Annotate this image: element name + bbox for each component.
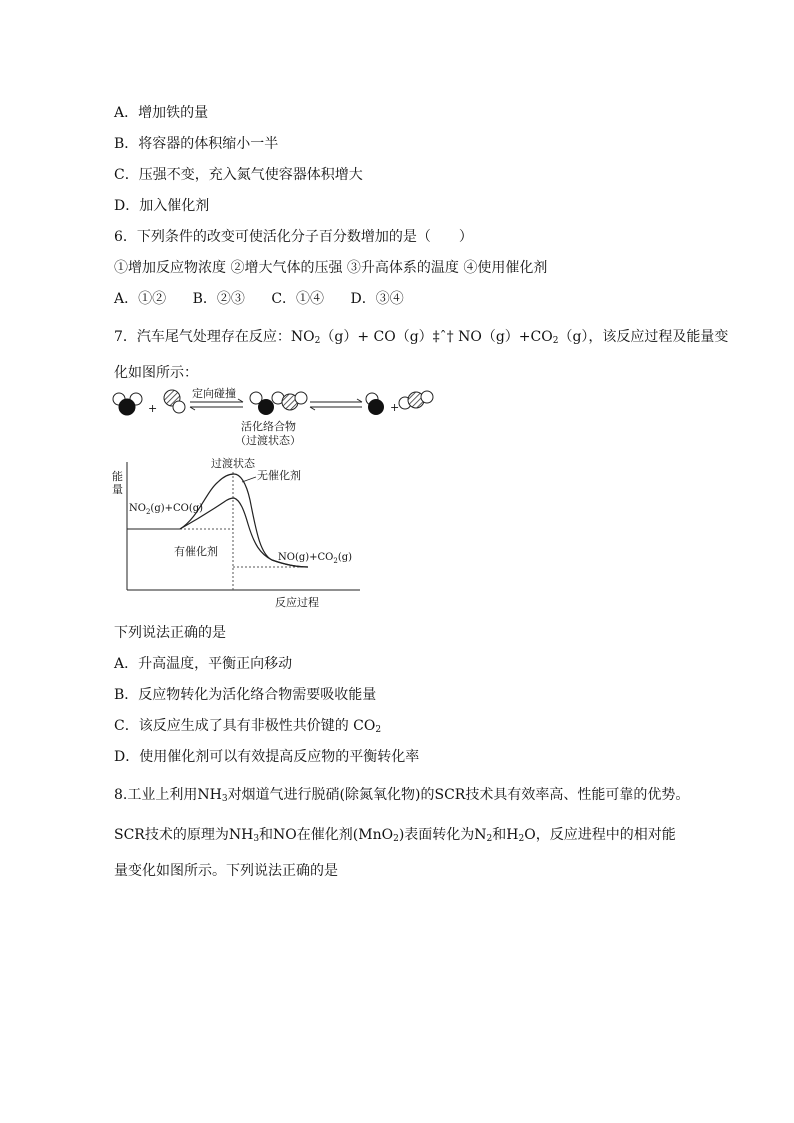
- transition-state-label: 过渡状态: [211, 457, 255, 470]
- q7-option-c: C．该反应生成了具有非极性共价键的 $CO_2$: [114, 718, 382, 735]
- y-axis-label-2: 量: [112, 483, 123, 496]
- q7-stem-line2: 化如图所示：: [114, 365, 198, 381]
- equilibrium-arrow: ‡ˆ†: [432, 329, 454, 345]
- no-molecule: [366, 393, 384, 415]
- complex-label: 活化络合物: [241, 420, 296, 433]
- q7-option-d: D．使用催化剂可以有效提高反应物的平衡转化率: [114, 749, 420, 765]
- q6-stem: 6．下列条件的改变可使活化分子百分数增加的是（ ）: [114, 229, 473, 245]
- q5-option-b: B．将容器的体积缩小一半: [114, 136, 279, 152]
- q8-line2: SCR技术的原理为$NH_3$和NO在催化剂(MnO$_2$)表面转化为$N_2$和$H_2O$，反应进程中的相对能: [114, 827, 676, 844]
- plus-sign-1: +: [148, 402, 158, 415]
- q6-option-b: B．②③: [192, 291, 245, 307]
- q6-option-a: A．①②: [114, 291, 167, 307]
- co2-molecule: [399, 391, 433, 409]
- q6-options: [114, 290, 426, 308]
- q8-line3: 量变化如图所示。下列说法正确的是: [114, 863, 338, 879]
- no-catalyst-label: 无催化剂: [257, 469, 301, 482]
- collision-equilibrium-arrows: [190, 399, 243, 410]
- molecule-collision-diagram: [110, 386, 440, 448]
- activated-complex: [250, 392, 307, 415]
- complex-sublabel: （过渡状态）: [235, 434, 301, 447]
- product-equilibrium-arrows: [310, 399, 362, 410]
- q6-option-c: C．①④: [271, 291, 325, 307]
- x-axis-label: 反应过程: [275, 596, 319, 609]
- plus-sign-2: +: [390, 401, 400, 414]
- collision-label: 定向碰撞: [192, 387, 236, 400]
- q5-option-d: D．加入催化剂: [114, 198, 210, 214]
- energy-profile-diagram: [110, 452, 370, 614]
- with-catalyst-label: 有催化剂: [174, 545, 218, 558]
- no2-molecule: [113, 393, 142, 415]
- q5-option-c: C．压强不变，充入氮气使容器体积增大: [114, 167, 363, 183]
- q5-option-a: A．增加铁的量: [114, 105, 209, 121]
- q6-option-d: D．③④: [350, 291, 404, 307]
- reactants-label: $NO_2(g)+CO(g)$: [129, 503, 204, 516]
- q7-stem: 7．汽车尾气处理存在反应：$NO_2(g)+$ CO（g）‡ˆ† $NO(g)+CO_2(g)$，该反应过程及能量变: [114, 329, 729, 346]
- y-axis-label-1: 能: [112, 470, 123, 483]
- no-catalyst-leader-line: [242, 477, 256, 482]
- q6-conditions: ①增加反应物浓度 ②增大气体的压强 ③升高体系的温度 ④使用催化剂: [114, 260, 548, 276]
- q8-line1: 8.工业上利用$NH_3$对烟道气进行脱硝(除氮氧化物)的SCR技术具有效率高、性能可靠的优势。: [114, 787, 690, 804]
- co-molecule: [164, 390, 185, 413]
- products-label: $NO(g)+CO_2(g)$: [278, 552, 353, 565]
- q7-option-a: A．升高温度，平衡正向移动: [114, 656, 293, 672]
- q7-option-b: B．反应物转化为活化络合物需要吸收能量: [114, 687, 377, 703]
- q7-question: 下列说法正确的是: [114, 625, 226, 641]
